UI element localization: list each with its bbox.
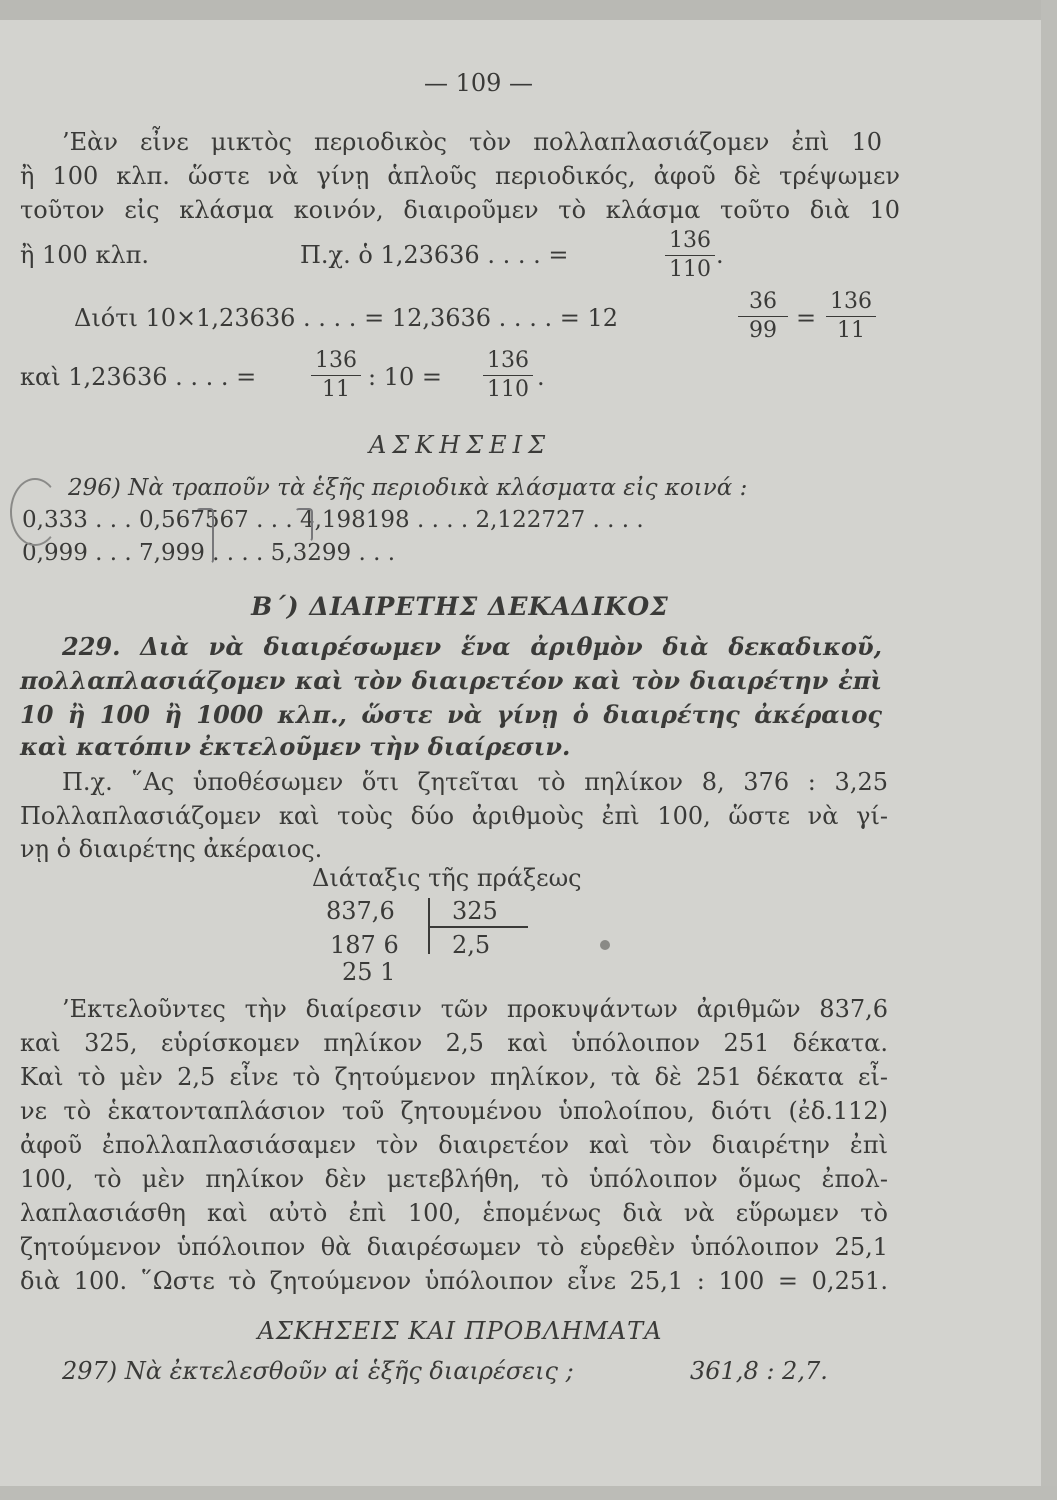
proof-line-2: καὶ 1,23636 . . . . = (20, 363, 257, 391)
exercise-297-value: 361,8 : 2,7. (690, 1357, 828, 1385)
explanation-line-9: διὰ 100. ῞Ωστε τὸ ζητούμενον ὑπόλοιπον εἶνε 25,1 : 100 = 0,251. (20, 1267, 888, 1295)
division-horizontal-bar (428, 926, 528, 928)
intro-example-text: Π.χ. ὁ 1,23636 . . . . = (300, 241, 569, 269)
pencil-mark (295, 508, 313, 542)
proof-line-2-end: . (537, 363, 545, 391)
exercise-297-prompt: 297) Νὰ ἐκτελεσθοῦν αἱ ἑξῆς διαιρέσεις ; (62, 1357, 574, 1385)
example-line-1: Π.χ. ῞Ας ὑποθέσωμεν ὅτι ζητεῖται τὸ πηλίκον 8, 376 : 3,25 (62, 768, 888, 796)
fraction-bar (483, 375, 533, 376)
rule-line-3: 10 ἢ 100 ἢ 1000 κλπ., ὥστε νὰ γίνῃ ὁ διαιρέτης ἀκέραιος (20, 700, 882, 729)
rule-line-2: πολλαπλασιάζομεν καὶ τὸν διαιρετέον καὶ τὸν διαιρέτην ἐπὶ (20, 666, 882, 695)
explanation-line-1: ’Εκτελοῦντες τὴν διαίρεσιν τῶν προκυψάντων ἀριθμῶν 837,6 (62, 995, 888, 1023)
rule-line-1: 229. Διὰ νὰ διαιρέσωμεν ἕνα ἀριθμὸν διὰ δεκαδικοῦ, (62, 632, 882, 661)
fraction-numerator: 136 (487, 348, 529, 373)
intro-line-3: τοῦτον εἰς κλάσμα κοινόν, διαιροῦμεν τὸ κλάσμα τοῦτο διὰ 10 (20, 196, 900, 224)
problems-heading: ΑΣΚΗΣΕΙΣ ΚΑΙ ΠΡΟΒΛΗΜΑΤΑ (257, 1317, 663, 1345)
section-heading: Β΄) ΔΙΑΙΡΕΤΗΣ ΔΕΚΑΔΙΚΟΣ (251, 592, 669, 621)
proof-line-2-fraction-1 (311, 348, 361, 403)
division-divisor: 325 (452, 897, 498, 925)
fraction-bar (665, 255, 715, 256)
page-edge-top (0, 0, 1057, 20)
proof-line-2-fraction-2 (483, 348, 533, 403)
exercises-heading: ΑΣΚΗΣΕΙΣ (368, 431, 552, 459)
rule-line-4: καὶ κατόπιν ἐκτελοῦμεν τὴν διαίρεσιν. (20, 732, 571, 761)
intro-example-end: . (716, 241, 724, 269)
fraction-numerator: 136 (669, 228, 711, 253)
explanation-line-6: 100, τὸ μὲν πηλίκον δὲν μετεβλήθη, τὸ ὑπόλοιπον ὅμως ἐπολ- (20, 1165, 888, 1193)
explanation-line-7: λαπλασιάσθη καὶ αὐτὸ ἐπὶ 100, ἑπομένως διὰ νὰ εὕρωμεν τὸ (20, 1199, 888, 1227)
fraction-bar (738, 316, 788, 317)
page-edge-right (1041, 0, 1057, 1500)
page-edge-bottom (0, 1486, 1057, 1500)
fraction-denominator: 110 (487, 377, 529, 402)
proof-line-1-fraction-1 (738, 289, 788, 344)
example-line-2: Πολλαπλασιάζομεν καὶ τοὺς δύο ἀριθμοὺς ἐπὶ 100, ὥστε νὰ γί- (20, 802, 888, 830)
intro-example-prefix: ἢ 100 κλπ. (20, 241, 150, 269)
fraction-numerator: 136 (315, 348, 357, 373)
fraction-denominator: 99 (749, 318, 777, 343)
explanation-line-5: ἀφοῦ ἐπολλαπλασιάσαμεν τὸν διαιρετέον καὶ τὸν διαιρέτην ἐπὶ (20, 1131, 888, 1159)
division-title: Διάταξις τῆς πράξεως (312, 864, 582, 892)
explanation-line-8: ζητούμενον ὑπόλοιπον θὰ διαιρέσωμεν τὸ εὑρεθὲν ὑπόλοιπον 25,1 (20, 1233, 888, 1261)
intro-line-1: ’Εὰν εἶνε μικτὸς περιοδικὸς τὸν πολλαπλασιάζομεν ἐπὶ 10 (62, 128, 882, 156)
fraction-numerator: 36 (749, 289, 777, 314)
explanation-line-4: νε τὸ ἑκατονταπλάσιον τοῦ ζητουμένου ὑπολοίπου, διότι (ἐδ.112) (20, 1097, 888, 1125)
division-dividend: 837,6 (326, 897, 395, 925)
pencil-mark (196, 508, 214, 564)
fraction-bar (311, 375, 361, 376)
proof-line-1-equals: = (796, 304, 817, 332)
explanation-line-3: Καὶ τὸ μὲν 2,5 εἶνε τὸ ζητούμενον πηλίκον, τὰ δὲ 251 δέκατα εἶ- (20, 1063, 888, 1091)
intro-line-2: ἢ 100 κλπ. ὥστε νὰ γίνῃ ἁπλοῦς περιοδικός, ἀφοῦ δὲ τρέψωμεν (20, 162, 900, 190)
proof-line-2-middle: : 10 = (368, 363, 442, 391)
proof-line-1-fraction-2 (826, 289, 876, 344)
fraction-denominator: 11 (322, 377, 350, 402)
pencil-mark (10, 478, 60, 546)
fraction-numerator: 136 (830, 289, 872, 314)
example-line-3: νῃ ὁ διαιρέτης ἀκέραιος. (20, 835, 323, 863)
page-number: — 109 — (423, 69, 534, 97)
intro-example-fraction (665, 228, 715, 283)
ink-spot (600, 940, 610, 950)
division-quotient: 2,5 (452, 931, 491, 959)
division-remainder: 25 1 (342, 958, 396, 986)
explanation-line-2: καὶ 325, εὑρίσκομεν πηλίκον 2,5 καὶ ὑπόλοιπον 251 δέκατα. (20, 1029, 888, 1057)
fraction-bar (826, 316, 876, 317)
division-partial: 187 6 (330, 931, 399, 959)
proof-line-1: Διότι 10×1,23636 . . . . = 12,3636 . . . . = 12 (74, 304, 618, 332)
exercise-296-row-2: 0,999 . . . 7,999 . . . . 5,3299 . . . (22, 540, 396, 566)
fraction-denominator: 11 (837, 318, 865, 343)
exercise-296-prompt: 296) Νὰ τραποῦν τὰ ἑξῆς περιοδικὰ κλάσματα εἰς κοινά : (68, 475, 748, 501)
fraction-denominator: 110 (669, 257, 711, 282)
exercise-296-row-1: 0,333 . . . 0,567567 . . . 4,198198 . . . . 2,122727 . . . . (22, 507, 644, 533)
